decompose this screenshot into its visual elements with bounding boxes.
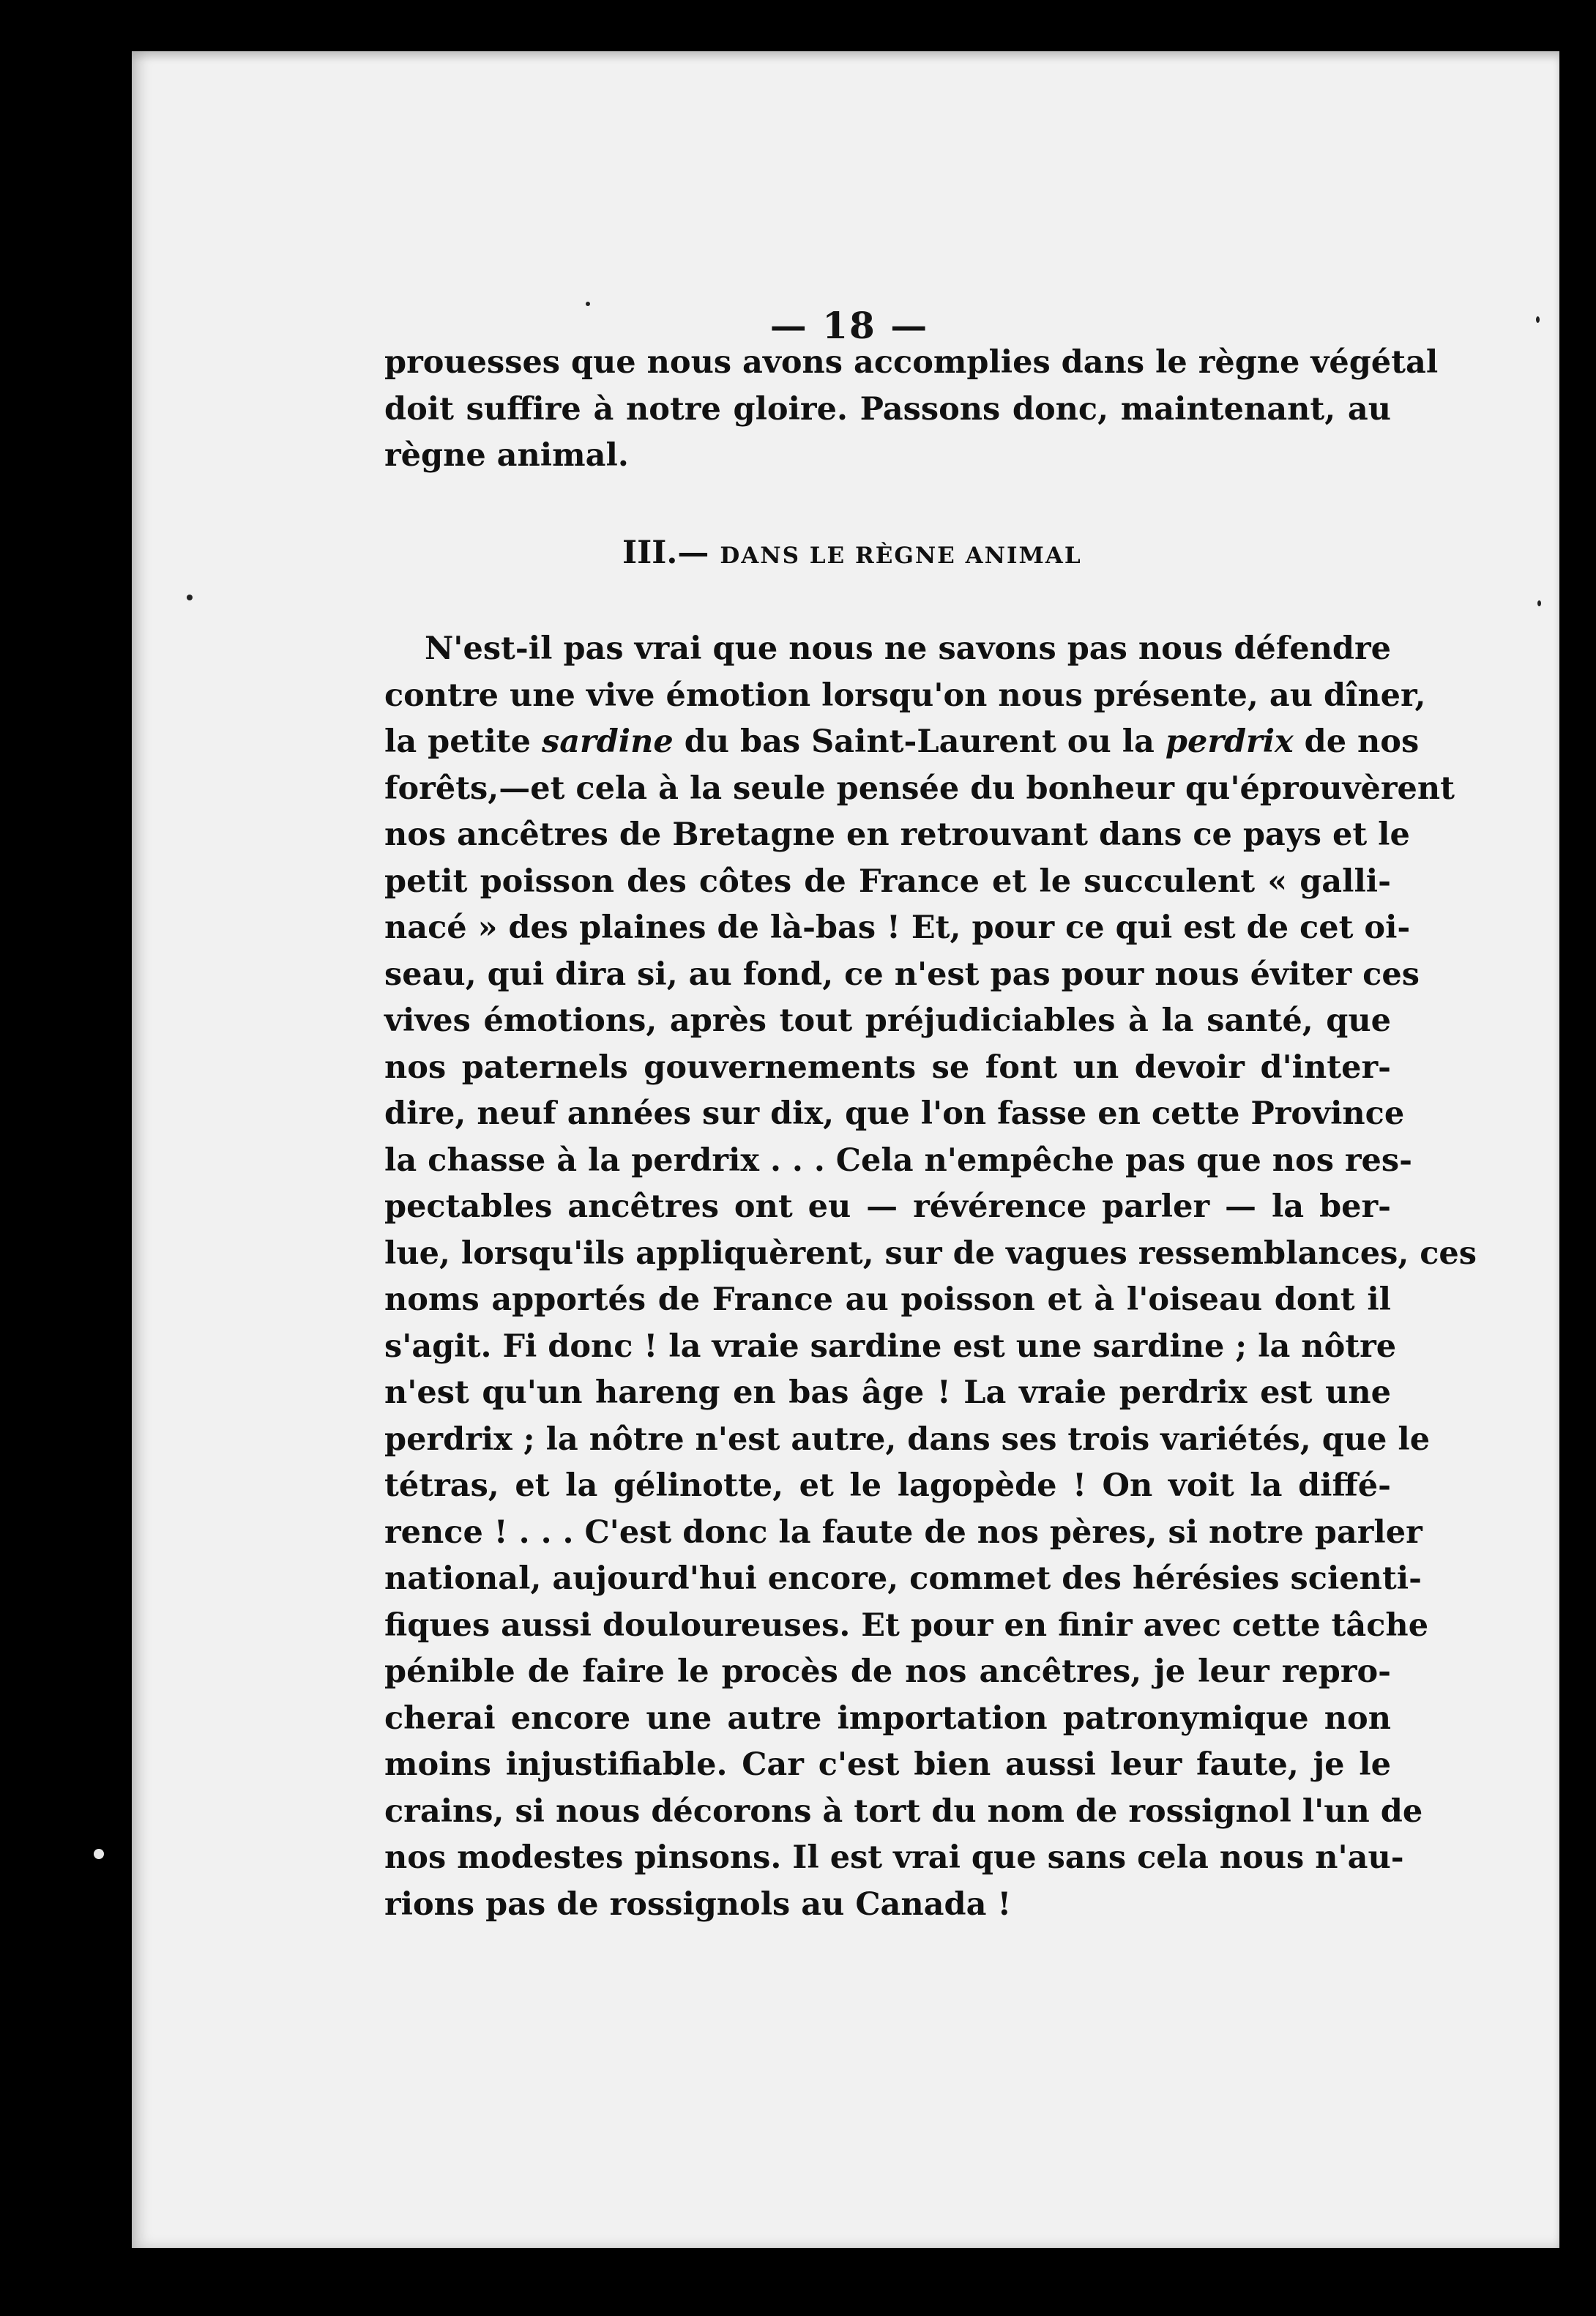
text-line: seau, qui dira si, au fond, ce n'est pas pour nous éviter ces [384, 956, 1420, 993]
text-line: perdrix ; la nôtre n'est autre, dans ses trois variétés, que le [384, 1420, 1431, 1458]
scan-speck [586, 302, 590, 306]
text-line: prouesses que nous avons accomplies dans le règne végétal [384, 344, 1439, 381]
text-line: rence ! . . . C'est donc la faute de nos pères, si notre parler [384, 1513, 1422, 1551]
text-line: noms apportés de France au poisson et à l'oiseau dont il [384, 1281, 1391, 1318]
page-number: — 18 — [769, 304, 929, 347]
italic-word-sardine: sardine [541, 723, 674, 760]
intro-paragraph [384, 340, 1439, 480]
text-line: nos ancêtres de Bretagne en retrouvant dans ce pays et le [384, 816, 1410, 853]
text-line: lue, lorsqu'ils appliquèrent, sur de vagues ressemblances, ces [384, 1235, 1477, 1272]
text-line: la chasse à la perdrix . . . Cela n'empêche pas que nos res- [384, 1142, 1412, 1179]
text-line: nos modestes pinsons. Il est vrai que sans cela nous n'au- [384, 1839, 1404, 1876]
body-paragraph [384, 626, 1477, 1928]
scan-speck [1536, 316, 1540, 323]
text-line-with-italics [384, 719, 1420, 766]
line-segment: la petite [384, 723, 542, 760]
text-line: n'est qu'un hareng en bas âge ! La vraie perdrix est une [384, 1374, 1391, 1411]
line-segment: du bas Saint-Laurent ou la [673, 723, 1166, 760]
scan-speck [1537, 600, 1541, 606]
text-line: contre une vive émotion lorsqu'on nous présente, au dîner, [384, 677, 1426, 714]
italic-word-perdrix: perdrix [1165, 723, 1294, 760]
text-line: doit suffire à notre gloire. Passons donc, maintenant, au [384, 390, 1391, 428]
text-line: cherai encore une autre importation patronymique non [384, 1699, 1391, 1737]
text-line: fiques aussi douloureuses. Et pour en finir avec cette tâche [384, 1606, 1429, 1644]
text-line: règne animal. [384, 437, 629, 474]
text-line: national, aujourd'hui encore, commet des hérésies scienti- [384, 1560, 1422, 1597]
text-line: nos paternels gouvernements se font un devoir d'inter- [384, 1049, 1391, 1086]
text-line: crains, si nous décorons à tort du nom de rossignol l'un de [384, 1792, 1423, 1830]
text-line: pectables ancêtres ont eu — révérence parler — la ber- [384, 1188, 1391, 1225]
text-line: vives émotions, après tout préjudiciables à la santé, que [384, 1002, 1391, 1039]
section-heading [622, 535, 1082, 571]
text-line: rions pas de rossignols au Canada ! [384, 1885, 1012, 1923]
scan-speck [187, 595, 193, 600]
text-line: nacé » des plaines de là-bas ! Et, pour ce qui est de cet oi- [384, 909, 1411, 946]
text-line: dire, neuf années sur dix, que l'on fasse en cette Province [384, 1095, 1405, 1132]
text-line: moins injustifiable. Car c'est bien aussi leur faute, je le [384, 1746, 1391, 1783]
scan-speck [94, 1849, 104, 1859]
text-line: N'est-il pas vrai que nous ne savons pas nous défendre [425, 630, 1391, 667]
section-title: DANS LE RÈGNE ANIMAL [720, 543, 1082, 569]
text-line: s'agit. Fi donc ! la vraie sardine est une sardine ; la nôtre [384, 1328, 1397, 1365]
line-segment: de nos [1293, 723, 1420, 760]
text-line: petit poisson des côtes de France et le succulent « galli- [384, 863, 1391, 900]
section-numeral: III.— [622, 535, 709, 571]
text-line: forêts,—et cela à la seule pensée du bonheur qu'éprouvèrent [384, 770, 1455, 807]
text-line: pénible de faire le procès de nos ancêtres, je leur repro- [384, 1653, 1391, 1690]
text-line: tétras, et la gélinotte, et le lagopède ! On voit la diffé- [384, 1467, 1391, 1504]
